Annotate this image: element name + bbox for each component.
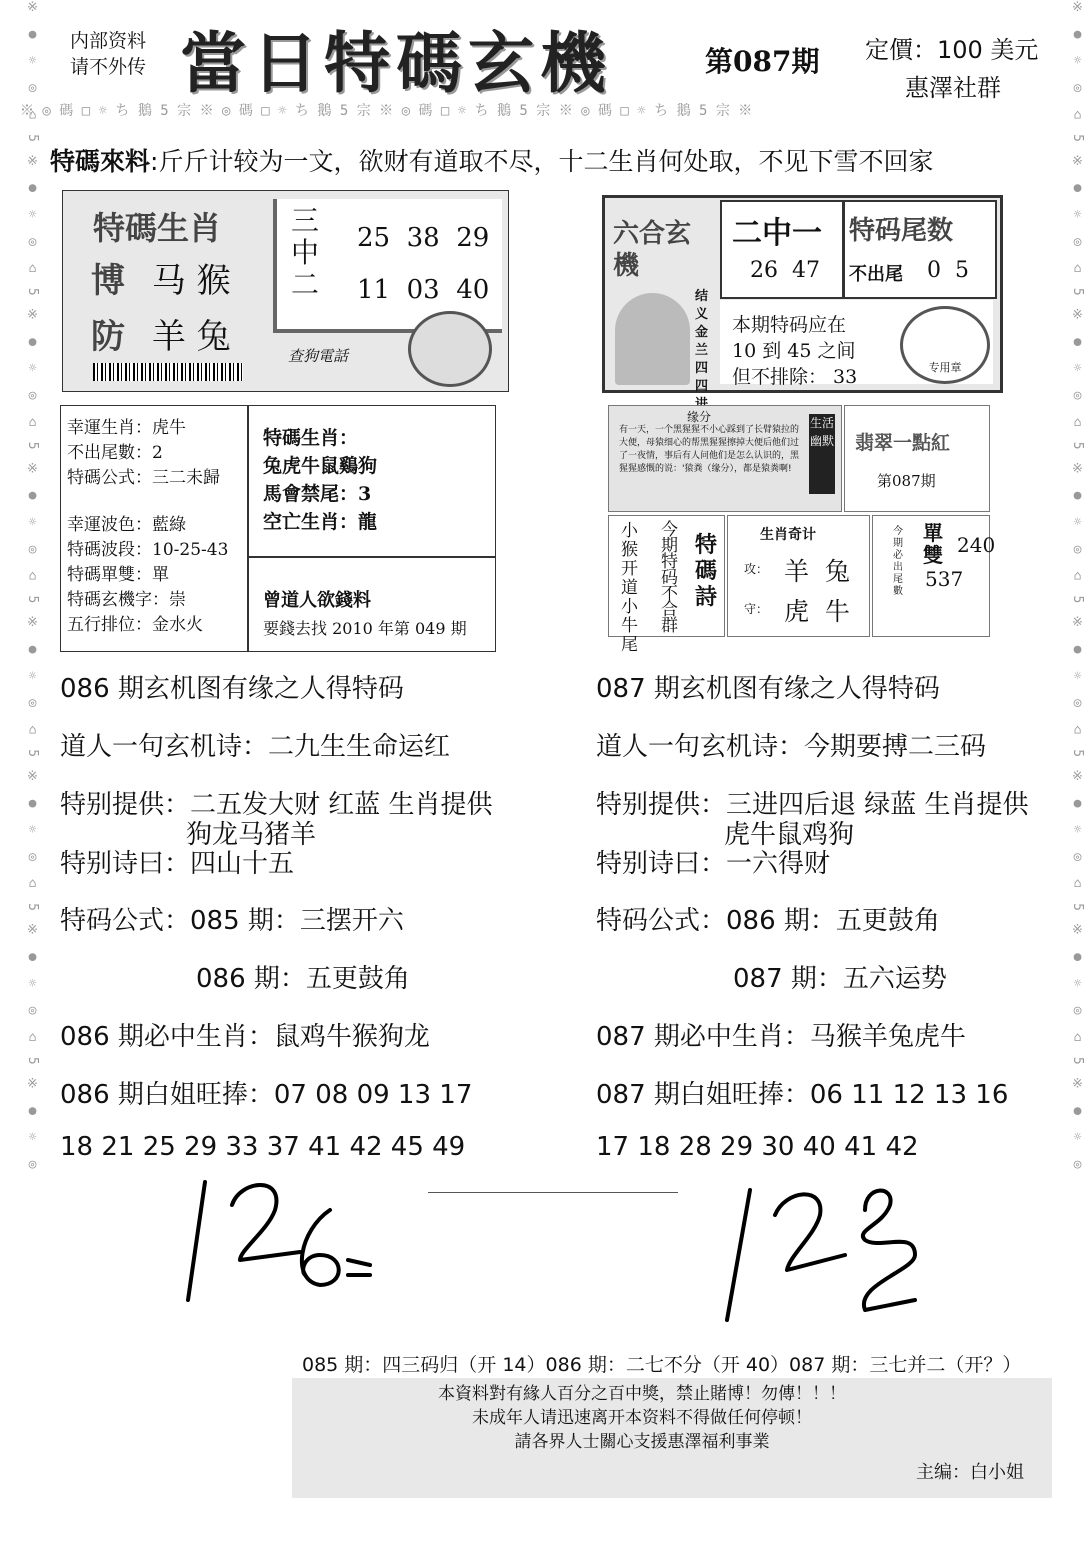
- guard-zodiac: 羊 兔: [151, 317, 231, 357]
- left-line-3a: 特别提供：二五发大财 红蓝 生肖提供: [60, 790, 493, 820]
- numbers-row-2: 11 03 40: [357, 275, 490, 305]
- seal-icon: [408, 311, 492, 387]
- box-footer: 查狗電話: [288, 347, 349, 365]
- left-line-1: 086 期玄机图有缘之人得特码: [60, 674, 404, 704]
- lucky-info-list: [67, 416, 245, 638]
- bet-zodiac: 马 猴: [151, 261, 231, 301]
- left-line-3b: 狗龙马猪羊: [186, 820, 317, 850]
- zodiac-box-title: 特碼生肖: [93, 209, 222, 247]
- source-line: [50, 142, 933, 178]
- left-line-2: 道人一句玄机诗：二九生生命运红: [60, 732, 451, 762]
- zodiac-row-2: [91, 309, 231, 358]
- internal-line-2: 请不外传: [70, 56, 147, 78]
- info-row: [67, 491, 245, 513]
- poem-panel: [608, 515, 725, 655]
- info-right-area: [608, 405, 996, 655]
- source-label: 特碼來料: [50, 147, 151, 176]
- disclaimer-text: [292, 1382, 992, 1454]
- source-text: :斤斤计较为一文，欲财有道取不尽，十二生肖何处取，不见下雪不回家: [150, 147, 934, 176]
- label-char-2: 中: [291, 236, 320, 269]
- zodiac-row-1: [91, 253, 231, 302]
- range-line-3: 但不排除： 33: [732, 366, 858, 388]
- money-text: 要錢去找 2010 年第 049 期: [263, 619, 467, 638]
- poem-intro: 今期特码不合群: [661, 520, 678, 636]
- two-in-one-numbers: 26 47: [750, 258, 820, 283]
- numbers-row-1: 25 38 29: [357, 223, 490, 253]
- right-line-3b: 虎牛鼠鸡狗: [724, 820, 855, 850]
- tail-numbers: 0 5: [927, 258, 969, 283]
- divider: [249, 556, 495, 558]
- story-text: 有一天，一个黑猩猩不小心踩到了长臂猿拉的大便，母猿细心的帮黑猩猩擦掉大便后他们过了一夜情，事后有人问他们是怎么认识的，黑猩猩感慨的说：'猿粪（缘分），都是猿粪啊!: [619, 425, 800, 474]
- page-title: 當日特碼玄機: [180, 24, 612, 102]
- attack-label: 攻：: [744, 562, 769, 576]
- guard-tag: 防: [91, 317, 125, 357]
- editor-credit: 主编：白小姐: [916, 1462, 1024, 1483]
- internal-notice: [70, 28, 146, 80]
- left-line-4: 特别诗曰：四山十五: [60, 849, 295, 879]
- results-line: 085 期：四三码归（开 14）086 期：二七不分（开 40）087 期：三七并二（开？）: [302, 1354, 1022, 1376]
- disclaimer-line-3: 請各界人士關心支援惠澤福利事業: [514, 1432, 770, 1452]
- dead-zodiac: 空亡生肖：龍: [263, 511, 378, 533]
- barcode-icon: [93, 363, 243, 381]
- zodiac-info: [263, 424, 377, 536]
- calc-title: 生肖奇计: [760, 527, 816, 543]
- info-row: 特碼玄機字：崇: [67, 590, 186, 610]
- header-border-pattern: ※ ◎ 碼 □ ☼ ち 鵝 5 宗 ※ ◎ 碼 □ ☼ ち 鵝 5 宗 ※ ◎ 碼 □ ☼ ち 鵝 5 宗 ※ ◎ 碼 □ ☼ ち 鵝 5 宗 ※: [20, 103, 753, 119]
- tail-panel: [843, 200, 997, 299]
- bet-tag: 博: [91, 261, 125, 301]
- right-line-2: 道人一句玄机诗：今期要搏二三码: [596, 732, 987, 762]
- left-line-9: 18 21 25 29 33 37 41 42 45 49: [60, 1132, 466, 1162]
- issue-number: 第087期: [705, 45, 820, 78]
- left-line-5: 特码公式：085 期：三摆开六: [60, 906, 404, 936]
- right-line-5: 特码公式：086 期：五更鼓角: [596, 906, 940, 936]
- left-line-7: 086 期必中生肖：鼠鸡牛猴狗龙: [60, 1022, 430, 1052]
- center-divider: [428, 1192, 678, 1193]
- tail-label: 不出尾: [849, 264, 903, 285]
- price: 定價：100 美元: [865, 36, 1039, 64]
- tail-title: 特码尾数: [849, 216, 954, 246]
- left-line-8: 086 期白姐旺捧：07 08 09 13 17: [60, 1080, 473, 1110]
- right-line-1: 087 期玄机图有缘之人得特码: [596, 674, 940, 704]
- money-title: 曾道人欲錢料: [263, 590, 371, 611]
- range-text: [732, 312, 857, 390]
- right-line-9: 17 18 28 29 30 40 41 42: [596, 1132, 919, 1162]
- label-char-1: 三: [291, 204, 320, 237]
- stamp-label: 专用章: [928, 361, 962, 374]
- info-row: 五行排位：金水火: [67, 615, 203, 635]
- disclaimer-line-1: 本資料對有緣人百分之百中獎，禁止賭博！勿傳！！！: [438, 1384, 846, 1404]
- range-line-1: 本期特码应在: [732, 314, 847, 336]
- left-border-pattern: ※ ● ☼ ◎ ⌂ 5 ※ ● ☼ ◎ ⌂ 5 ※ ● ☼ ◎ ⌂ 5 ※ ● ☼ ◎ ⌂ 5 ※ ● ☼ ◎ ⌂ 5 ※ ● ☼ ◎ ⌂ 5 ※ ● ☼ ◎ ⌂ 5 ※ ● ☼ ◎: [25, 0, 40, 1174]
- info-row: 幸運波色：藍綠: [67, 515, 186, 535]
- official-stamp-icon: [900, 306, 990, 384]
- right-line-7: 087 期必中生肖：马猴羊兔虎牛: [596, 1022, 966, 1052]
- emerald-panel: [844, 405, 990, 512]
- tail-ban: 馬會禁尾：3: [263, 483, 372, 505]
- single-double-label: 單雙: [923, 521, 943, 567]
- humor-panel: [608, 405, 842, 512]
- defend-value: 虎 牛: [784, 597, 850, 626]
- right-border-pattern: ※ ● ☼ ◎ ⌂ 5 ※ ● ☼ ◎ ⌂ 5 ※ ● ☼ ◎ ⌂ 5 ※ ● ☼ ◎ ⌂ 5 ※ ● ☼ ◎ ⌂ 5 ※ ● ☼ ◎ ⌂ 5 ※ ● ☼ ◎ ⌂ 5 ※ ● ☼ ◎: [1070, 0, 1085, 1174]
- small-monkey-text: 小猴开道小牛尾: [621, 521, 638, 655]
- right-line-8: 087 期白姐旺捧：06 11 12 13 16: [596, 1080, 1009, 1110]
- left-line-6: 086 期：五更鼓角: [196, 964, 410, 994]
- two-in-one-panel: [720, 200, 844, 299]
- emerald-title: 翡翠一點紅: [855, 432, 951, 454]
- story-title: 缘分: [687, 410, 712, 424]
- group-name: 惠澤社群: [905, 74, 1001, 102]
- poem-title: 特碼詩: [695, 532, 718, 610]
- info-row: 特碼波段：10-25-43: [67, 540, 229, 560]
- humor-label: 生活幽默: [809, 414, 835, 494]
- info-row: 特碼單雙：單: [67, 565, 169, 585]
- internal-line-1: 内部资料: [70, 30, 147, 52]
- vertical-slogan: 结义金兰四四: [695, 289, 709, 394]
- label-char-3: 二: [291, 268, 320, 301]
- zodiac-title: 特碼生肖：: [263, 427, 359, 449]
- zodiac-list: 兔虎牛鼠鷄狗: [263, 455, 378, 477]
- info-row: 不出尾數：2: [67, 443, 163, 463]
- liuhe-box: [602, 195, 1003, 393]
- numbers-col-1: 537: [925, 567, 964, 591]
- tail-numbers-panel: [872, 515, 996, 637]
- zodiac-calc-panel: [727, 515, 870, 637]
- handwritten-scribble-left: [180, 1170, 390, 1310]
- range-panel: [720, 300, 993, 388]
- range-line-2: 10 到 45 之间: [732, 340, 856, 362]
- divider: [247, 406, 249, 651]
- right-line-4: 特别诗曰：一六得财: [596, 849, 831, 879]
- disclaimer-panel: [292, 1378, 1052, 1498]
- defend-label: 守：: [744, 602, 769, 616]
- numbers-col-2: 240: [957, 533, 996, 557]
- handwritten-scribble-right: [715, 1170, 945, 1330]
- disclaimer-line-2: 未成年人请迅速离开本资料不得做任何停顿！: [472, 1408, 812, 1428]
- deity-figure-icon: [615, 293, 690, 385]
- three-in-two-panel: [273, 199, 502, 333]
- info-left-box: [60, 405, 496, 652]
- must-tail-label: 今期必出尾數: [893, 526, 903, 597]
- right-line-6: 087 期：五六运势: [733, 964, 947, 994]
- attack-value: 羊 兔: [784, 557, 850, 586]
- zodiac-box: [62, 190, 509, 392]
- emerald-issue: 第087期: [877, 472, 936, 490]
- three-in-two-label: [291, 205, 319, 301]
- info-row: 特碼公式：三二未歸: [67, 468, 220, 488]
- two-in-one-title: 二中一: [732, 216, 822, 251]
- liuhe-brand: 六合玄機: [613, 219, 692, 281]
- info-row: 幸運生肖：虎牛: [67, 418, 186, 438]
- right-line-3a: 特别提供：三进四后退 绿蓝 生肖提供: [596, 790, 1029, 820]
